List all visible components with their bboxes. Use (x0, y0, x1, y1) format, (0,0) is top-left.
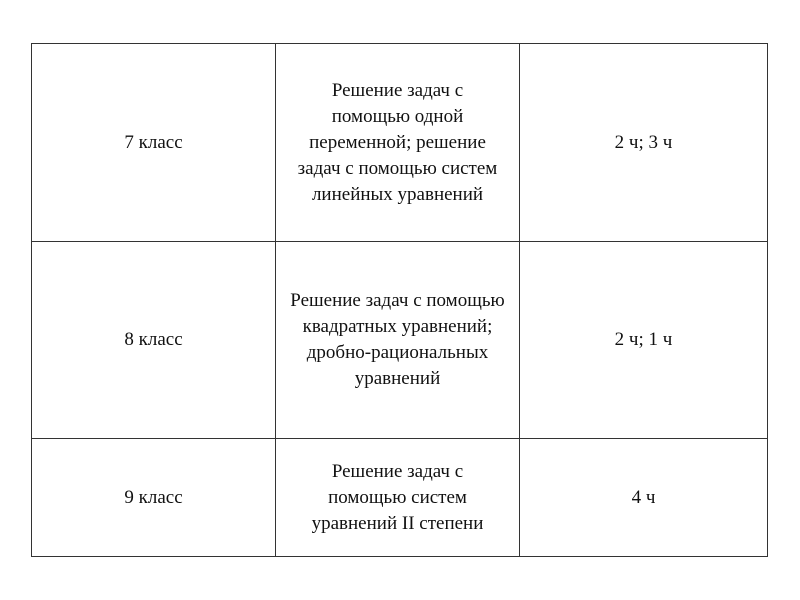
topic-cell: Решение задач с помощью систем уравнений II степени (276, 439, 520, 557)
hours-cell: 2 ч; 3 ч (520, 44, 768, 242)
table-row (32, 242, 768, 439)
grade-cell: 7 класс (32, 44, 276, 242)
table-row (32, 44, 768, 242)
topic-cell: Решение задач с помощью квадратных уравнений; дробно-рациональных уравнений (276, 242, 520, 439)
grade-cell: 8 класс (32, 242, 276, 439)
hours-cell: 2 ч; 1 ч (520, 242, 768, 439)
hours-cell: 4 ч (520, 439, 768, 557)
topic-cell: Решение задач с помощью одной переменной; решение задач с помощью систем линейных уравнений (276, 44, 520, 242)
curriculum-table (31, 43, 768, 557)
table-row (32, 439, 768, 557)
grade-cell: 9 класс (32, 439, 276, 557)
